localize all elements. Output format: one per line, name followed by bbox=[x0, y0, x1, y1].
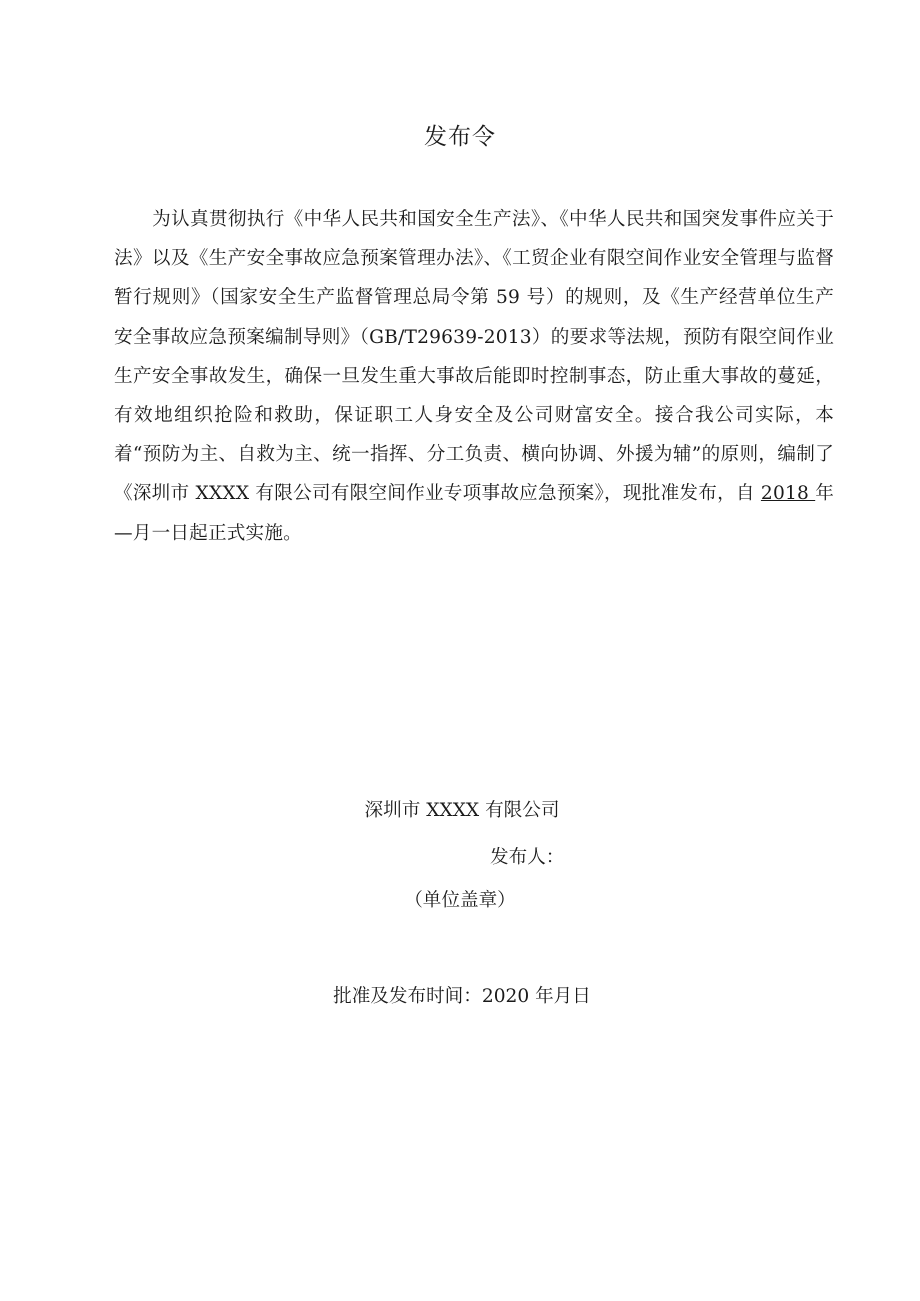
company-name: 深圳市 XXXX 有限公司 bbox=[364, 800, 560, 821]
paragraph-text-part2: 年—月一日起正式实施。 bbox=[114, 483, 834, 544]
approval-date: 批准及发布时间：2020 年月日 bbox=[333, 986, 591, 1007]
publisher-label: 发布人： bbox=[490, 847, 565, 868]
effective-year: 2018 bbox=[760, 483, 816, 505]
paragraph-text-part1: 为认真贯彻执行《中华人民共和国安全生产法》、《中华人民共和国突发事件应关于法》以及《生产安全事故应急预案管理办法》、《工贸企业有限空间作业安全管理与监督暂行规则》（国家安全生产监督管理总局令第 59 号）的规则，及《生产经营单位生产安全事故应急预案编制导则》（GB/T29639-2013）的要求等法规，预防有限空间作业生产安全事故发生，确保一旦发生重大事故后能即时控制事态，防止重大事故的蔓延，有效地组织抢险和救助，保证职工人身安全及公司财富安全。接合我公司实际，本着“预防为主、自救为主、统一指挥、分工负责、横向协调、外援为辅”的原则，编制了《深圳市 XXXX 有限公司有限空间作业专项事故应急预案》，现批准发布，自 bbox=[114, 209, 834, 505]
body-paragraph bbox=[114, 200, 834, 553]
document-title: 发布令 bbox=[424, 124, 496, 150]
seal-label: （单位盖章） bbox=[404, 890, 516, 911]
